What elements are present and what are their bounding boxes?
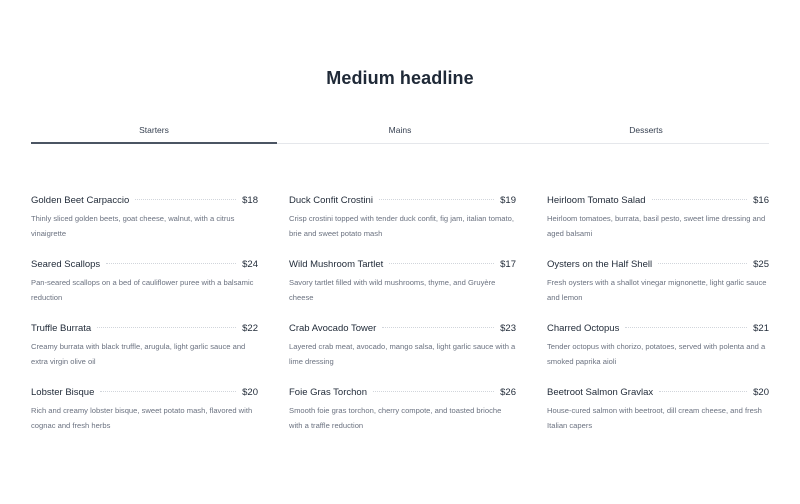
menu-item: [31, 386, 258, 450]
menu-tabs: [31, 116, 769, 144]
menu-item: [289, 258, 516, 322]
menu-item-name: Crab Avocado Tower: [289, 323, 377, 334]
menu-item-price: $22: [242, 323, 258, 334]
menu-item-price: $16: [753, 195, 769, 206]
page-title: Medium headline: [326, 68, 474, 88]
menu-item: [289, 194, 516, 258]
menu-item-price: $20: [242, 387, 258, 398]
leader-dots: [135, 199, 236, 200]
tab-starters[interactable]: Starters: [31, 116, 277, 143]
menu-item-description: Smooth foie gras torchon, cherry compote, and toasted brioche with a traffle reduction: [289, 406, 502, 430]
tab-mains[interactable]: Mains: [388, 125, 412, 135]
menu-item-name: Charred Octopus: [547, 323, 620, 334]
menu-item: [547, 258, 769, 322]
menu-item-description: House-cured salmon with beetroot, dill cream cheese, and fresh Italian capers: [547, 406, 762, 430]
leader-dots: [100, 391, 236, 392]
menu-item: [31, 258, 258, 322]
menu-item-description: Thinly sliced golden beets, goat cheese, walnut, with a citrus vinaigrette: [31, 214, 235, 238]
menu-item-description: Pan-seared scallops on a bed of cauliflower puree with a balsamic reduction: [31, 278, 254, 302]
menu-item-description: Crisp crostini topped with tender duck confit, fig jam, italian tomato, brie and sweet potato mash: [289, 214, 514, 238]
menu-item: [289, 322, 516, 386]
menu-item: [31, 322, 258, 386]
menu-item-description: Creamy burrata with black truffle, arugula, light garlic sauce and extra virgin olive oil: [31, 342, 246, 366]
leader-dots: [373, 391, 494, 392]
menu-item-description: Layered crab meat, avocado, mango salsa, light garlic sauce with a lime dressing: [289, 342, 516, 366]
menu-item: [547, 322, 769, 386]
menu-item-description: Savory tartlet filled with wild mushrooms, thyme, and Gruyère cheese: [289, 278, 496, 302]
menu-item-price: $26: [500, 387, 516, 398]
menu-item: [31, 194, 258, 258]
menu-item-description: Tender octopus with chorizo, potatoes, served with polenta and a smoked paprika aioli: [547, 342, 766, 366]
menu-item-name: Oysters on the Half Shell: [547, 259, 653, 270]
leader-dots: [389, 263, 494, 264]
leader-dots: [382, 327, 494, 328]
menu-item-name: Beetroot Salmon Gravlax: [547, 387, 654, 398]
menu-item-name: Seared Scallops: [31, 259, 101, 270]
menu-item-name: Duck Confit Crostini: [289, 195, 373, 206]
menu-item-name: Foie Gras Torchon: [289, 387, 367, 398]
menu-item: [547, 386, 769, 450]
menu-item-price: $25: [753, 259, 769, 270]
leader-dots: [625, 327, 747, 328]
menu-item: [547, 194, 769, 258]
leader-dots: [658, 263, 747, 264]
menu-item: [289, 386, 516, 450]
menu-item-description: Fresh oysters with a shallot vinegar mignonette, light garlic sauce and lemon: [547, 278, 767, 302]
menu-item-price: $19: [500, 195, 516, 206]
leader-dots: [97, 327, 236, 328]
menu-grid: [31, 194, 769, 450]
menu-item-name: Truffle Burrata: [31, 323, 92, 334]
menu-item-price: $18: [242, 195, 258, 206]
menu-item-price: $20: [753, 387, 769, 398]
menu-item-name: Wild Mushroom Tartlet: [289, 259, 384, 270]
menu-item-name: Heirloom Tomato Salad: [547, 195, 646, 206]
menu-item-description: Heirloom tomatoes, burrata, basil pesto, sweet lime dressing and aged balsami: [547, 214, 766, 238]
leader-dots: [652, 199, 748, 200]
menu-item-name: Lobster Bisque: [31, 387, 95, 398]
tab-desserts[interactable]: Desserts: [629, 125, 663, 135]
leader-dots: [659, 391, 747, 392]
menu-item-description: Rich and creamy lobster bisque, sweet potato mash, flavored with cognac and fresh herbs: [31, 406, 253, 430]
leader-dots: [379, 199, 494, 200]
menu-item-price: $21: [753, 323, 769, 334]
menu-item-name: Golden Beet Carpaccio: [31, 195, 130, 206]
menu-item-price: $23: [500, 323, 516, 334]
menu-item-price: $17: [500, 259, 516, 270]
leader-dots: [106, 263, 236, 264]
menu-item-price: $24: [242, 259, 258, 270]
